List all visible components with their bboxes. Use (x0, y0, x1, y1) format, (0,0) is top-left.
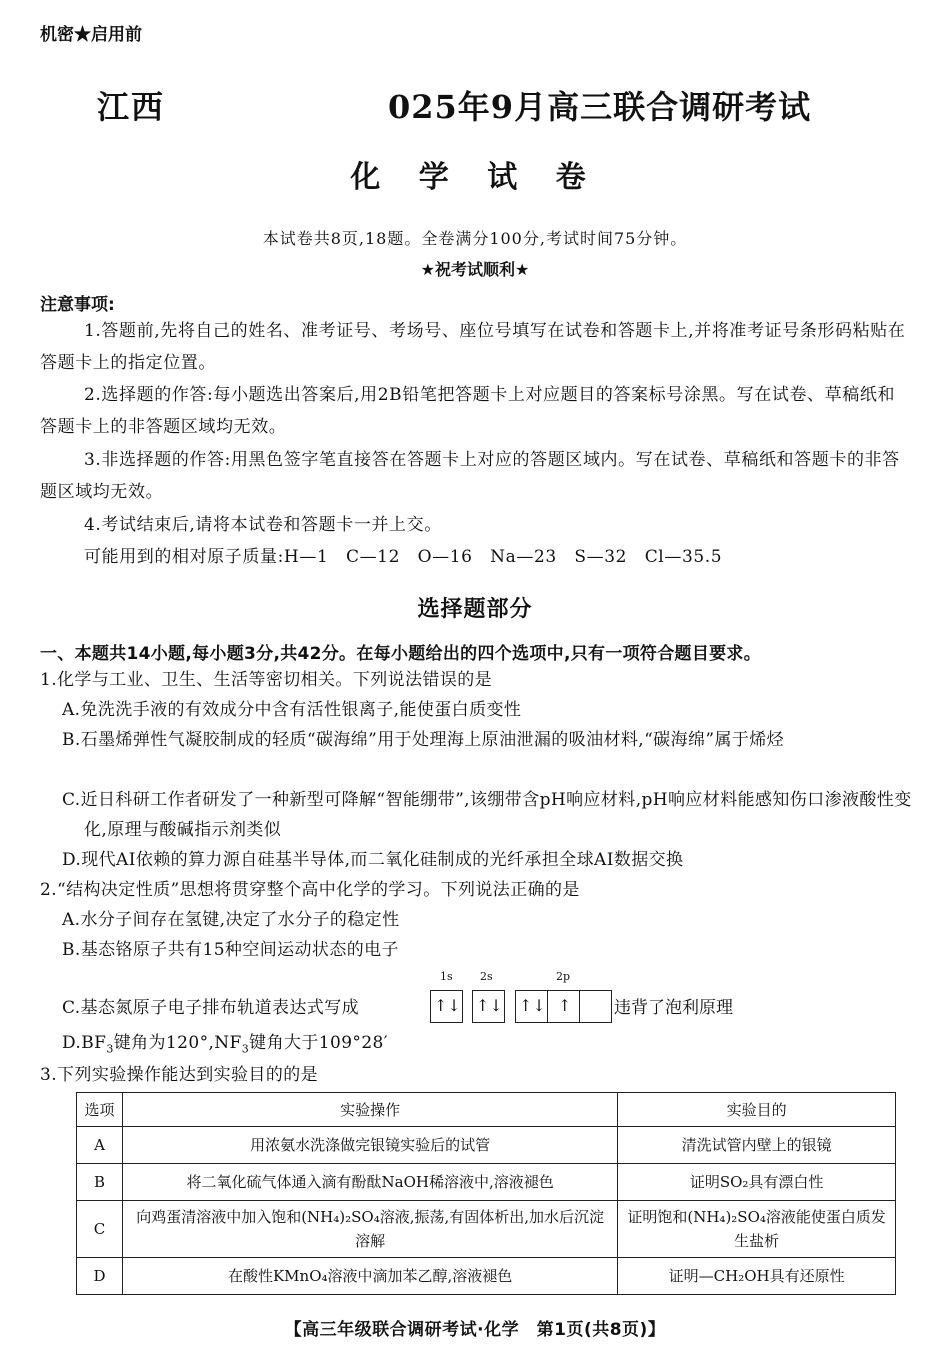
orbital-label-1s: 1s (440, 970, 453, 983)
orbital-label-2p: 2p (556, 970, 571, 983)
table-cell: 将二氧化硫气体通入滴有酚酞NaOH稀溶液中,溶液褪色 (122, 1164, 617, 1201)
table-cell: A (77, 1127, 123, 1164)
atomic-masses: 可能用到的相对原子质量:H—1 C—12 O—16 Na—23 S—32 Cl—35.5 (84, 547, 723, 567)
table-header: 选项 (77, 1093, 123, 1127)
table-row (77, 1201, 896, 1258)
q2-option-c-text: C.基态氮原子电子排布轨道表达式写成 (62, 998, 360, 1018)
paper-subject: 化 学 试 卷 (350, 160, 600, 195)
orbital-box-2s (472, 990, 505, 1023)
q1-option-c: C.近日科研工作者研发了一种新型可降解“智能绷带”,该绷带含pH响应材料,pH响应材料能感知伤口渗液酸性变化,原理与酸碱指示剂类似 (62, 790, 912, 840)
exam-title: 025年9月高三联合调研考试 (388, 88, 812, 126)
q1-stem: 1.化学与工业、卫生、生活等密切相关。下列说法错误的是 (40, 670, 493, 690)
note-3: 3.非选择题的作答:用黑色签字笔直接答在答题卡上对应的答题区域内。写在试卷、草稿纸和答题卡的非答题区域均无效。 (40, 450, 900, 502)
part-one-instructions: 一、本题共14小题,每小题3分,共42分。在每小题给出的四个选项中,只有一项符合题目要求。 (40, 644, 762, 664)
table-cell: C (77, 1201, 123, 1258)
q2-stem: 2.“结构决定性质”思想将贯穿整个高中化学的学习。下列说法正确的是 (40, 880, 580, 900)
table-header: 实验操作 (122, 1093, 617, 1127)
note-4: 4.考试结束后,请将本试卷和答题卡一并上交。 (84, 515, 442, 535)
page-footer: 【高三年级联合调研考试·化学 第1页(共8页)】 (284, 1320, 666, 1340)
good-luck-line: ★祝考试顺利★ (420, 260, 530, 279)
paper-info: 本试卷共8页,18题。全卷满分100分,考试时间75分钟。 (262, 229, 688, 248)
table-header: 实验目的 (618, 1093, 896, 1127)
q2-option-c-conclusion: 违背了泡利原理 (614, 998, 733, 1018)
table-cell: 证明饱和(NH₄)₂SO₄溶液能使蛋白质发生盐析 (618, 1201, 896, 1258)
orbital-box-2p-1 (515, 990, 548, 1023)
note-1: 1.答题前,先将自己的姓名、准考证号、考场号、座位号填写在试卷和答题卡上,并将准考证号条形码粘贴在答题卡上的指定位置。 (40, 321, 906, 373)
table-cell: B (77, 1164, 123, 1201)
orbital-box-1s (430, 990, 463, 1023)
table-cell: 证明SO₂具有漂白性 (618, 1164, 896, 1201)
orbital-box-2p-3 (579, 990, 612, 1023)
table-cell: 在酸性KMnO₄溶液中滴加苯乙醇,溶液褪色 (122, 1258, 617, 1295)
q2-option-b: B.基态铬原子共有15种空间运动状态的电子 (62, 940, 399, 960)
electron-up-arrow: ↑ (558, 996, 572, 1015)
orbital-label-2s: 2s (480, 970, 493, 983)
table-row (77, 1164, 896, 1201)
table-row (77, 1127, 896, 1164)
electron-pair-arrows: ↑↓ (434, 996, 461, 1015)
table-cell: 向鸡蛋清溶液中加入饱和(NH₄)₂SO₄溶液,振荡,有固体析出,加水后沉淀溶解 (122, 1201, 617, 1258)
experiment-table (76, 1092, 896, 1295)
orbital-box-2p-2 (547, 990, 580, 1023)
q2-option-d: $D.BF_3$键角为$120^\circ,NF_3$键角大于109°28′ (62, 1033, 389, 1056)
section-title: 选择题部分 (417, 597, 533, 622)
confidential-label: 机密★启用前 (40, 25, 142, 45)
table-cell: 用浓氨水洗涤做完银镜实验后的试管 (122, 1127, 617, 1164)
q1-option-d: D.现代AI依赖的算力源自硅基半导体,而二氧化硅制成的光纤承担全球AI数据交换 (62, 850, 684, 870)
q1-option-b: B.石墨烯弹性气凝胶制成的轻质“碳海绵”用于处理海上原油泄漏的吸油材料,“碳海绵”属于烯烃 (62, 730, 785, 750)
q3-stem: 3.下列实验操作能达到实验目的的是 (40, 1065, 319, 1085)
table-row (77, 1258, 896, 1295)
table-cell: 清洗试管内壁上的银镜 (618, 1127, 896, 1164)
notes-heading: 注意事项: (40, 295, 115, 315)
q2-option-a: A.水分子间存在氢键,决定了水分子的稳定性 (62, 910, 400, 930)
note-2: 2.选择题的作答:每小题选出答案后,用2B铅笔把答题卡上对应题目的答案标号涂黑。写在试卷、草稿纸和答题卡上的非答题区域均无效。 (40, 385, 896, 437)
exam-region: 江西 (97, 88, 166, 126)
electron-pair-arrows: ↑↓ (519, 996, 546, 1015)
q1-option-a: A.免洗洗手液的有效成分中含有活性银离子,能使蛋白质变性 (62, 700, 522, 720)
table-cell: D (77, 1258, 123, 1295)
electron-pair-arrows: ↑↓ (476, 996, 503, 1015)
table-cell: 证明—CH₂OH具有还原性 (618, 1258, 896, 1295)
table-header-row (77, 1093, 896, 1127)
